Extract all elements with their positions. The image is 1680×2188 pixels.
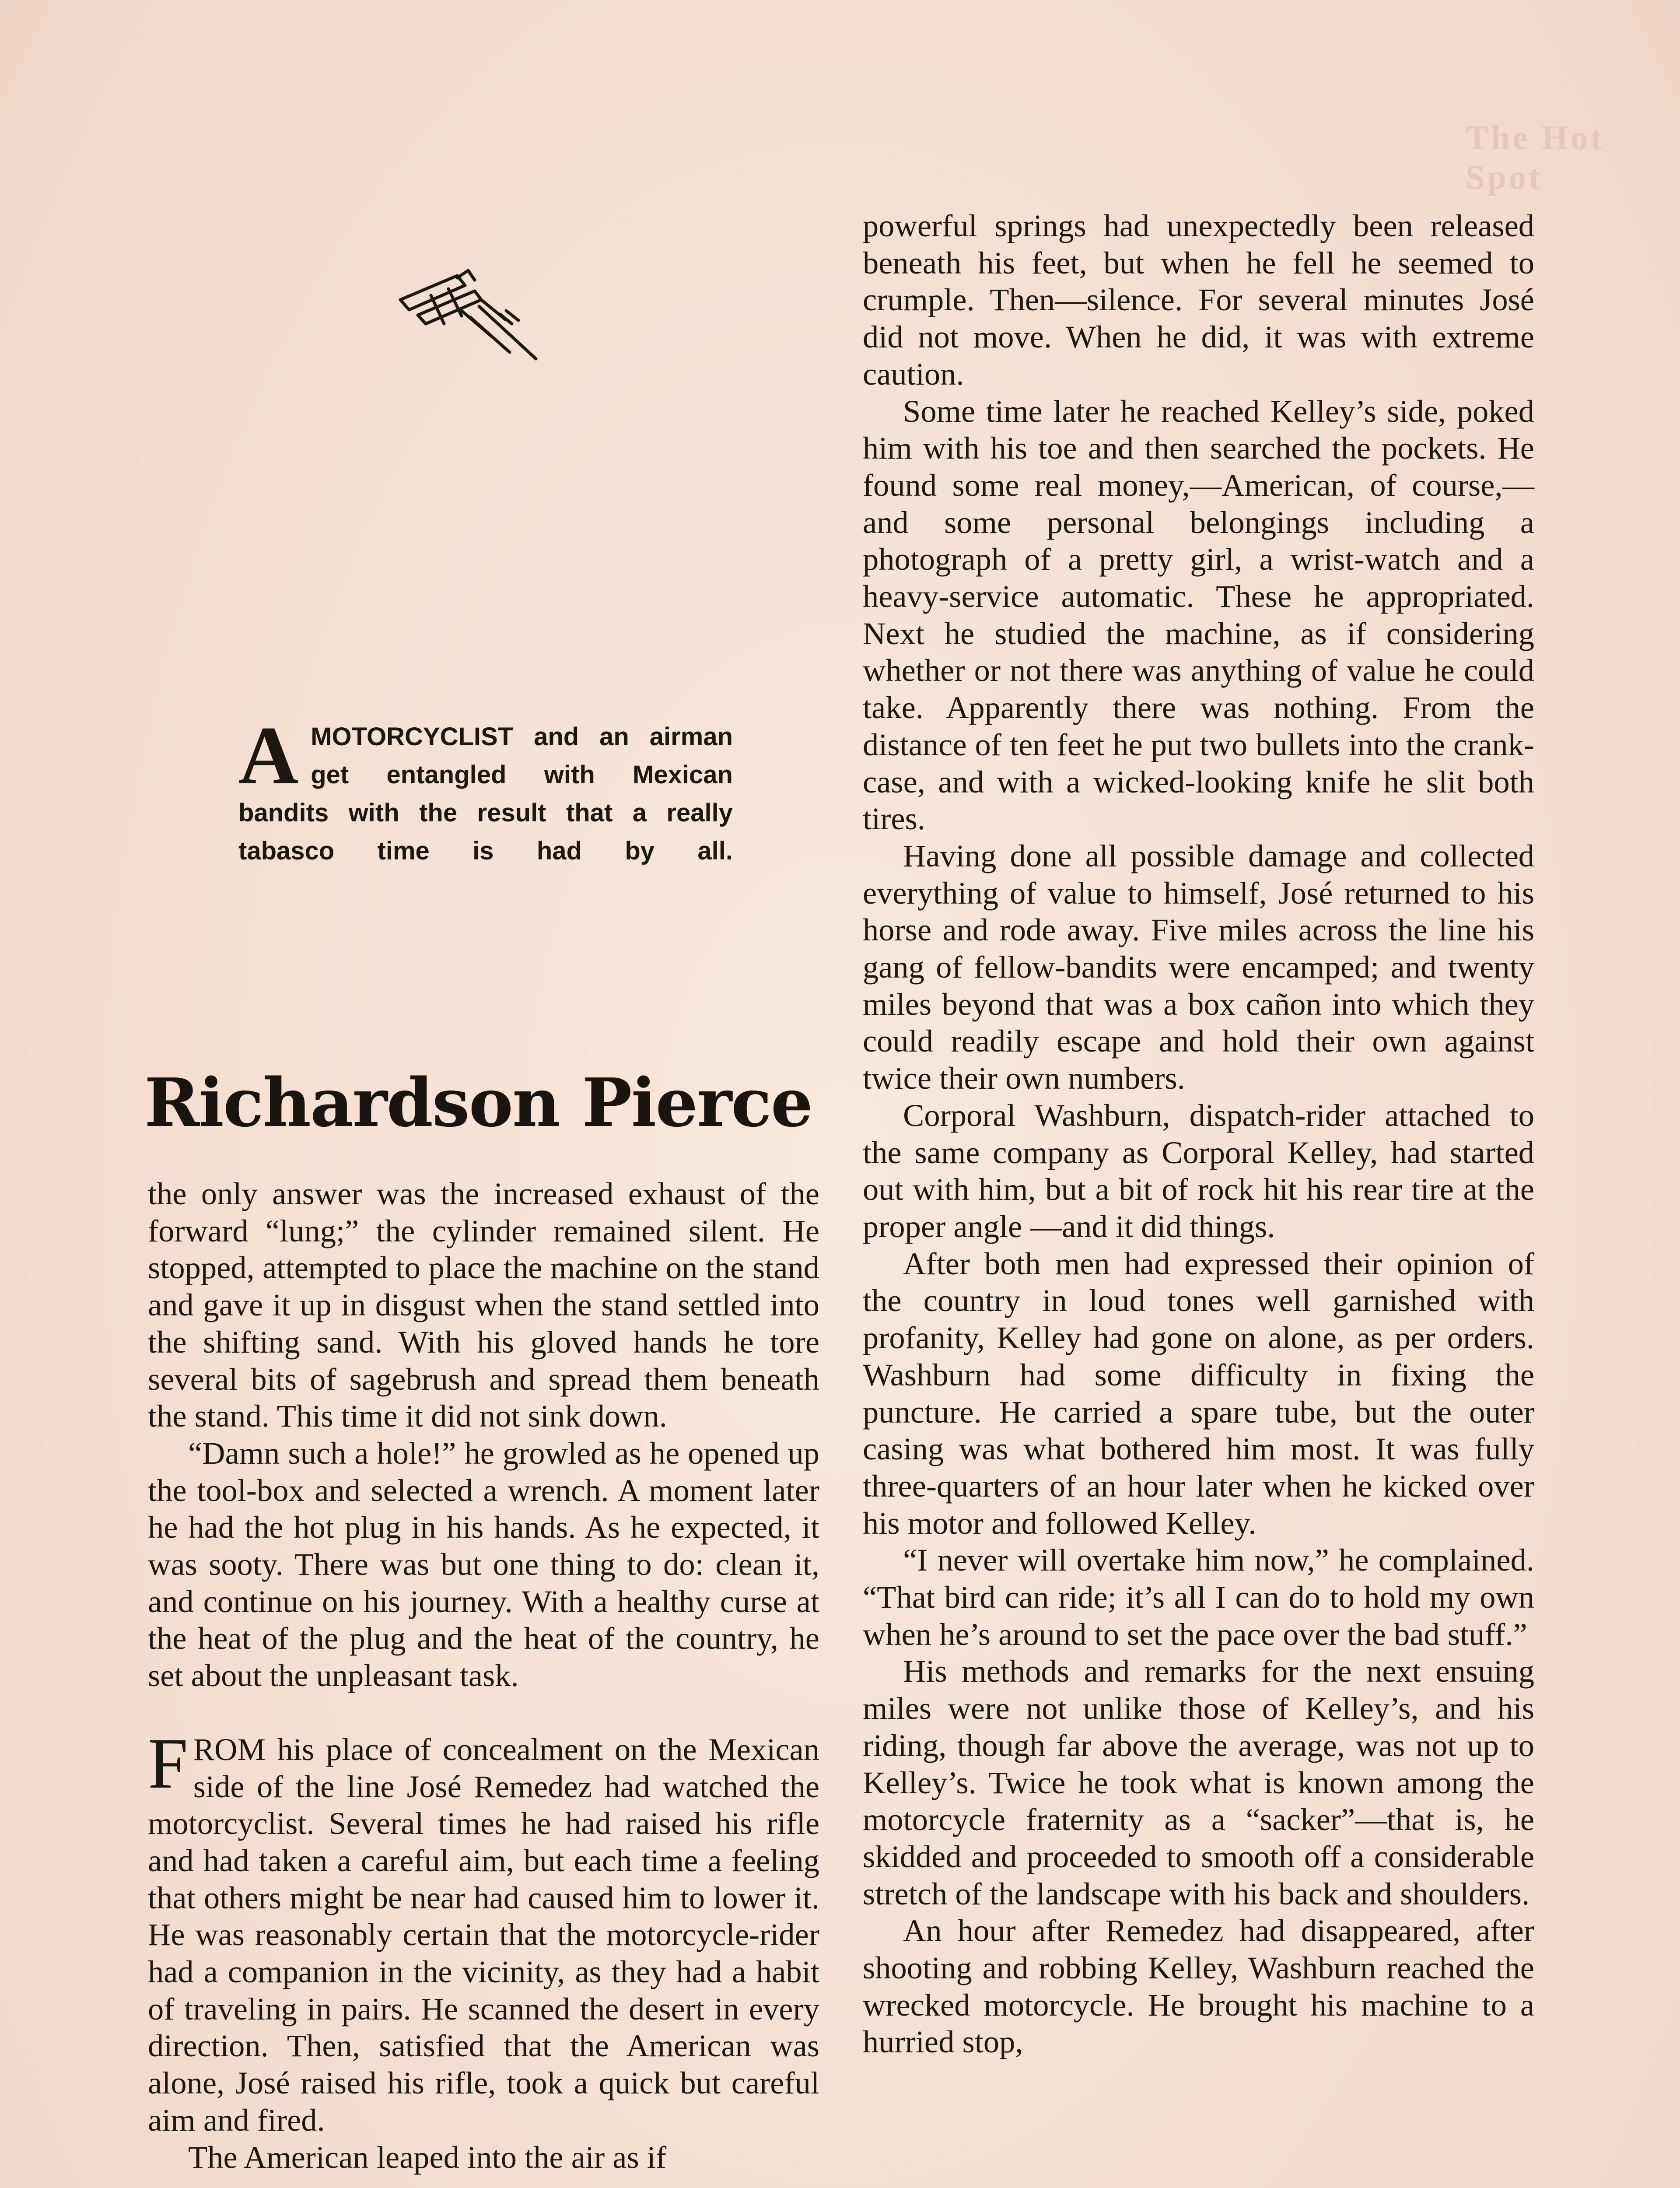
right-paragraph: powerful springs had unexpectedly been released beneath his feet, but when he fell he seemed to crumple. Then—silence. For several minutes José did not move. When he did, it was with extreme caution. [863, 208, 1534, 392]
left-paragraph-dropcap [148, 1723, 819, 2139]
biplane-icon [392, 258, 549, 368]
left-paragraph: “Damn such a hole!” he growled as he opened up the tool-box and selected a wrench. A moment later he had the hot plug in his hands. As he expected, it was sooty. There was but one thing to do: clean it, and continue on his journey. With a healthy curse at the heat of the plug and the heat of the country, he set about the unpleasant task. [148, 1435, 819, 1694]
intro-drop-cap: A [238, 710, 299, 802]
right-paragraph: An hour after Remedez had disappeared, after shooting and robbing Kelley, Washburn reached the wrecked motorcycle. He brought his machine to a hurried stop, [863, 1913, 1534, 2060]
right-column [863, 207, 1534, 2061]
right-paragraph: Some time later he reached Kelley’s side, poked him with his toe and then searched the pockets. He found some real money,—American, of course,—and some personal belongings including a photograph of a pretty girl, a wrist-watch and a heavy-service automatic. These he appropriated. Next he studied the machine, as if considering whether or not there was anything of value he could take. Apparently there was nothing. From the distance of ten feet he put two bullets into the crank-case, and with a wicked-looking knife he slit both tires. [863, 393, 1534, 837]
left-paragraph: The American leaped into the air as if [188, 2139, 667, 2175]
left-paragraph-text: ROM his place of concealment on the Mexican side of the line José Remedez had watched the motorcyclist. Several times he had raised his rifle and had taken a careful aim, but each time a feeling that others might be near had caused him to lower it. He was reasonably certain that the motorcycle-rider had a companion in the vicinity, as they had a habit of traveling in pairs. He scanned the desert in every direction. Then, satisfied that the American was alone, José raised his rifle, took a quick but careful aim and fired. [148, 1731, 819, 2138]
author-byline: Richardson Pierce [144, 1063, 812, 1142]
right-paragraph: “I never will overtake him now,” he complained. “That bird can ride; it’s all I can do to hold my own when he’s around to set the pace over the bad stuff.” [863, 1542, 1534, 1652]
left-column [148, 1175, 819, 2176]
left-paragraph: the only answer was the increased exhaust of the forward “lung;” the cylinder remained silent. He stopped, attempted to place the machine on the stand and gave it up in disgust when the stand settled into the shifting sand. With his gloved hands he tore several bits of sagebrush and spread them beneath the stand. This time it did not sink down. [148, 1176, 819, 1434]
right-paragraph: Having done all possible damage and collected everything of value to himself, José returned to his horse and rode away. Five miles across the line his gang of fellow-bandits were encamped; and twenty miles beyond that was a box cañon into which they could readily escape and hold their own against twice their own numbers. [863, 838, 1534, 1096]
right-paragraph: After both men had expressed their opinion of the country in loud tones well garnished with profanity, Kelley had gone on alone, as per orders. Washburn had some difficulty in fixing the puncture. He carried a spare tube, but the outer casing was what bothered him most. It was fully three-quarters of an hour later when he kicked over his motor and followed Kelley. [863, 1245, 1534, 1541]
paragraph-drop-cap: F [148, 1723, 188, 1803]
faded-header-ghost-text: The Hot Spot [1466, 119, 1605, 196]
right-paragraph: Corporal Washburn, dispatch-rider attached to the same company as Corporal Kelley, had started out with him, but a bit of rock hit his rear tire at the proper angle —and it did things. [863, 1097, 1534, 1244]
right-paragraph: His methods and remarks for the next ensuing miles were not unlike those of Kelley’s, and his riding, though far above the average, was not up to Kelley’s. Twice he took what is known among the motorcycle fraternity as a “sacker”—that is, he skidded and proceeded to smooth off a considerable stretch of the landscape with his back and shoulders. [863, 1653, 1534, 1911]
intro-text: MOTORCYCLIST and an airman get entangled with Mexican bandits with the result that a really tabasco time is had by all. [238, 722, 733, 865]
intro-blurb [238, 710, 733, 870]
